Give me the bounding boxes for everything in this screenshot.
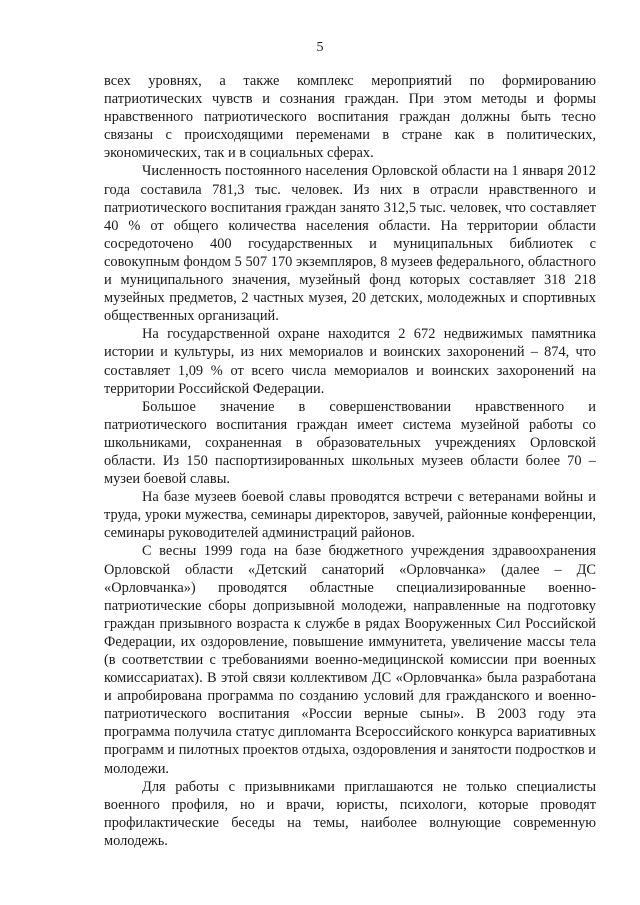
paragraph-3: На государственной охране находится 2 672 недвижимых памятника истории и культуры, из них мемориалов и воинских захоронений – 874, что составляет 1,09 % от всего числа мемориалов и воинских захоронений на территории Российской Федерации. (104, 326, 596, 397)
paragraph-4: Большое значение в совершенствовании нравственного и патриотического воспитания граждан имеет система музейной работы со школьниками, сохраненная в образовательных учреждениях Орловской области. Из 150 паспортизированных школьных музеев области более 70 – музеи боевой славы. (104, 398, 596, 488)
paragraph-7: Для работы с призывниками приглашаются не только специалисты военного профиля, но и врачи, юристы, психологи, которые проводят профилактические беседы на темы, наиболее волнующие современную молодежь. (104, 778, 596, 849)
document-body (104, 72, 596, 850)
paragraph-6: С весны 1999 года на базе бюджетного учреждения здравоохранения Орловской области «Детский санаторий «Орловчанка» (далее – ДС «Орловчанка») проводятся областные специализированные военно-патриотические сборы допризывной молодежи, направленные на подготовку граждан призывного возраста к службе в рядах Вооруженных Сил Российской Федерации, их оздоровление, повышение иммунитета, увеличение массы тела (в соответствии с требованиями военно-медицинской комиссии при военных комиссариатах). В этой связи коллективом ДС «Орловчанка» была разработана и апробирована программа по созданию условий для гражданского и военно-патриотического воспитания «России верные сыны». В 2003 году эта программа получила статус дипломанта Всероссийского конкурса вариативных программ и пилотных проектов отдыха, оздоровления и занятости подростков и молодежи. (104, 543, 596, 777)
paragraph-5: На базе музеев боевой славы проводятся встречи с ветеранами войны и труда, уроки мужества, семинары директоров, завучей, районные конференции, семинары руководителей администраций районов. (104, 489, 596, 542)
paragraph-2: Численность постоянного населения Орловской области на 1 января 2012 года составила 781,3 тыс. человек. Из них в отрасли нравственного и патриотического воспитания граждан занято 312,5 тыс. человек, что составляет 40 % от общего количества населения области. На территории области сосредоточено 400 государственных и муниципальных библиотек с совокупным фондом 5 507 170 экземпляров, 8 музеев федерального, областного и муниципального значения, музейный фонд которых составляет 318 218 музейных предметов, 2 частных музея, 20 детских, молодежных и спортивных общественных организаций. (104, 163, 596, 325)
paragraph-1: всех уровнях, а также комплекс мероприятий по формированию патриотических чувств и сознания граждан. При этом методы и формы нравственного патриотического воспитания граждан должны быть тесно связаны с происходящими переменами в стране как в политических, экономических, так и в социальных сферах. (104, 73, 596, 162)
page-number: 5 (316, 40, 324, 55)
